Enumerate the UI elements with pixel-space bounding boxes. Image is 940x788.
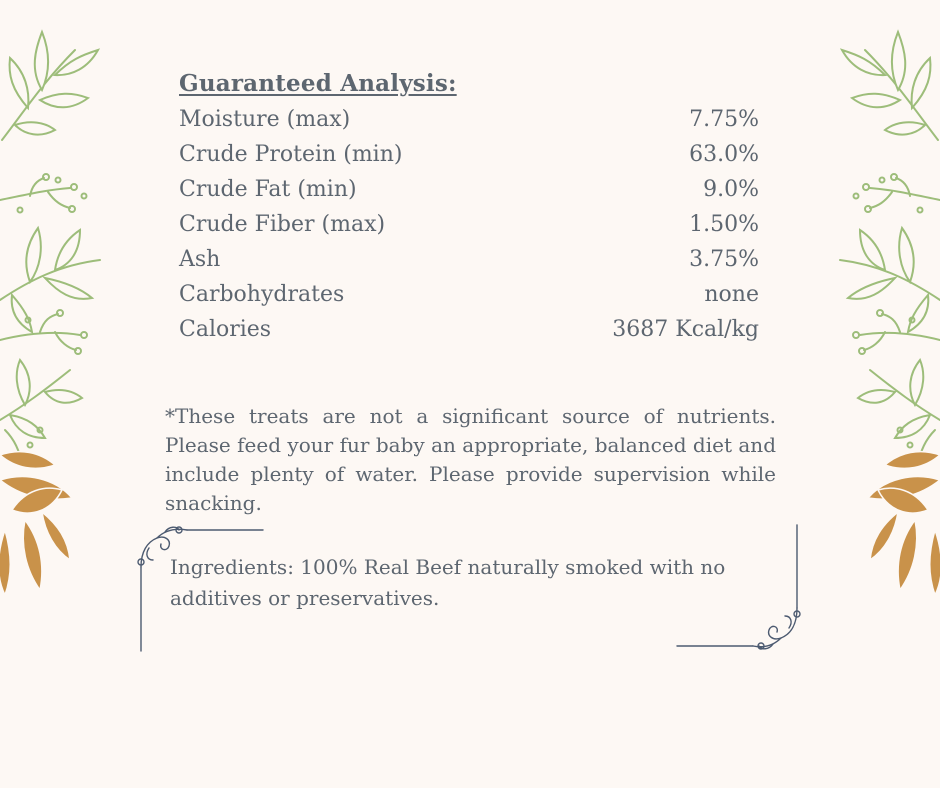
analysis-row-crude-fiber [179,207,759,242]
row-label: Calories [179,317,272,342]
autumn-leaves-icon [0,452,72,595]
row-label: Moisture (max) [179,107,351,132]
analysis-row-moisture [179,102,759,137]
analysis-row-ash [179,242,759,277]
row-label: Crude Fat (min) [179,177,357,202]
botanical-vine-icon [840,32,940,465]
analysis-row-crude-protein [179,137,759,172]
ingredients-text: Ingredients: 100% Real Beef naturally smoked with no additives or preservatives. [170,555,726,610]
guaranteed-analysis-section [179,68,759,347]
row-value: 3.75% [689,247,759,272]
row-label: Crude Fiber (max) [179,212,386,237]
disclaimer-text: *These treats are not a significant source of nutrients. Please feed your fur baby an appropriate, balanced diet and include plenty of water. Please provide supervision while snacking. [165,404,776,515]
row-value: 9.0% [703,177,759,202]
row-value: none [704,282,759,307]
row-label: Carbohydrates [179,282,345,307]
row-value: 7.75% [689,107,759,132]
analysis-title: Guaranteed Analysis: [179,70,457,97]
row-label: Ash [179,247,221,272]
right-vine-decoration [830,20,940,600]
row-label: Crude Protein (min) [179,142,403,167]
analysis-row-calories [179,312,759,347]
row-value: 3687 Kcal/kg [612,317,759,342]
row-value: 1.50% [689,212,759,237]
row-value: 63.0% [689,142,759,167]
analysis-row-crude-fat [179,172,759,207]
left-vine-decoration [0,20,110,600]
botanical-vine-icon [0,32,100,465]
autumn-leaves-icon [868,452,940,595]
analysis-row-carbohydrates [179,277,759,312]
